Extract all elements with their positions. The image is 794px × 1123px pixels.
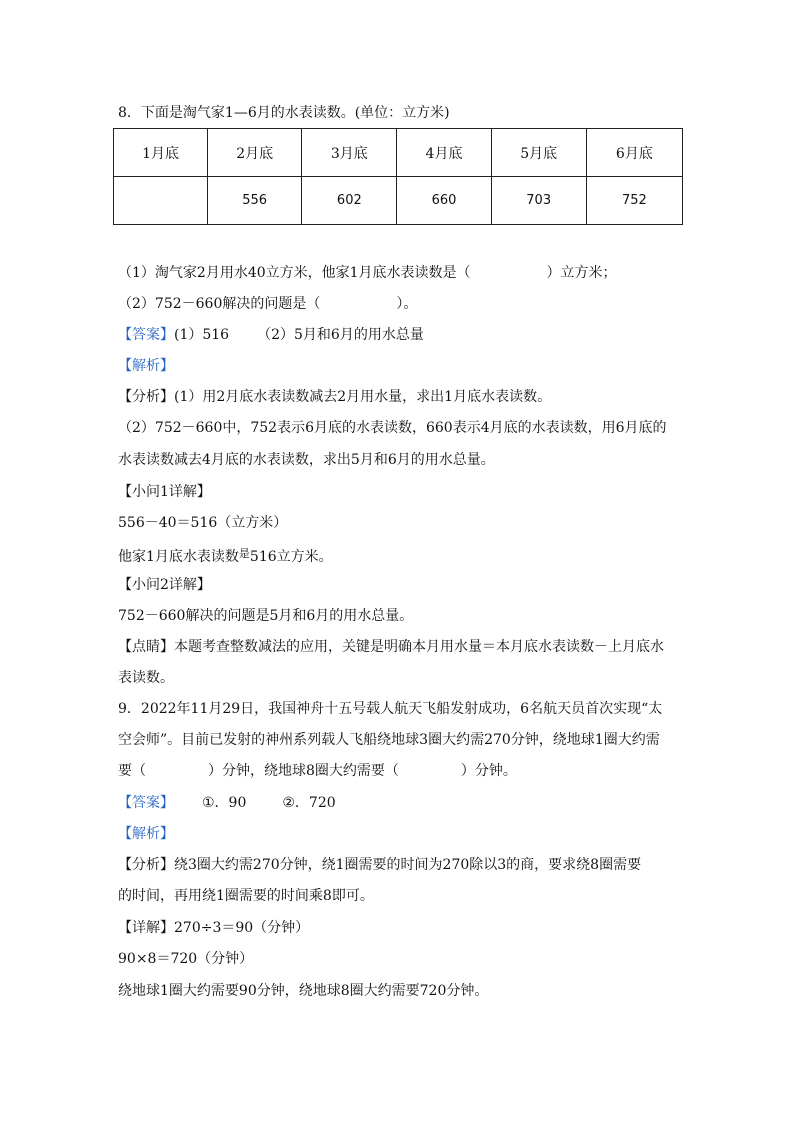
fenxi-text: (1）用2月底水表读数减去2月用水量，求出1月底水表读数。 [174, 389, 552, 405]
q8-analysis-tag: 【解析】 [118, 358, 174, 374]
detail1-answer-sup: 是 [238, 547, 250, 560]
q8-detail1-tag: 【小问1详解】 [118, 484, 211, 500]
q9-detail-calc-2: 90×8＝720（分钟） [118, 951, 254, 967]
value-cell-apr: 660 [397, 177, 491, 225]
q8-sub2-text-a: （2）752－660解决的问题是（ [118, 296, 321, 312]
q9-stem-a: 9．2022年11月29日，我国神舟十五号载人航天飞船发射成功，6名航天员首次实现“太 [118, 701, 663, 717]
header-cell-apr: 4月底 [397, 129, 491, 177]
q9-answer [118, 793, 336, 813]
table-header-row [114, 129, 683, 177]
detail1-answer-b: 516立方米。 [249, 549, 333, 565]
q8-detail1-calc: 556－40＝516（立方米） [118, 515, 288, 531]
water-meter-table [113, 128, 683, 225]
q9-answer-2: ②．720 [282, 795, 336, 811]
q8-sub2 [118, 294, 417, 314]
q9-stem-c3: ）分钟。 [460, 763, 517, 779]
fenxi-tag: 【分析】 [118, 389, 174, 405]
value-cell-feb: 556 [208, 177, 302, 225]
header-cell-mar: 3月底 [302, 129, 397, 177]
answer-tag: 【答案】 [118, 795, 174, 811]
header-cell-jun: 6月底 [586, 129, 682, 177]
header-cell-may: 5月底 [491, 129, 586, 177]
value-cell-jan [114, 177, 208, 225]
q8-dianjing-b: 表读数。 [118, 670, 174, 686]
value-cell-jun: 752 [586, 177, 682, 225]
detail1-answer-a: 他家1月底水表读数 [118, 549, 239, 565]
dianjing-tag: 【点睛】 [118, 639, 174, 655]
q8-detail2-text: 752－660解决的问题是5月和6月的用水总量。 [118, 608, 414, 624]
q8-dianjing [118, 637, 664, 657]
q9-stem-c [118, 761, 517, 781]
q9-analysis-tag: 【解析】 [118, 826, 174, 842]
value-cell-may: 703 [491, 177, 586, 225]
q9-stem-c2: ）分钟，绕地球8圈大约需要（ [208, 763, 399, 779]
q8-fenxi-1 [118, 387, 551, 407]
q9-stem-c1: 要（ [118, 763, 146, 779]
q9-fenxi-a [118, 855, 641, 875]
q9-stem-b: 空会师”。目前已发射的神州系列载人飞船绕地球3圈大约需270分钟，绕地球1圈大约需 [118, 732, 660, 748]
q8-sub1-text-b: ）立方米； [546, 265, 617, 281]
detail-tag: 【详解】 [118, 920, 174, 936]
q9-fenxi-b: 的时间，再用绕1圈需要的时间乘8即可。 [118, 888, 374, 904]
fenxi-tag: 【分析】 [118, 857, 174, 873]
answer-tag: 【答案】 [118, 327, 174, 343]
q8-answer-2: （2）5月和6月的用水总量 [257, 327, 424, 343]
q9-detail [118, 918, 309, 938]
q8-detail2-tag: 【小问2详解】 [118, 577, 211, 593]
detail-calc-1: 270÷3＝90（分钟） [174, 920, 310, 936]
q9-detail-answer: 绕地球1圈大约需要90分钟，绕地球8圈大约需要720分钟。 [118, 983, 489, 999]
q8-fenxi-2a: （2）752－660中，752表示6月底的水表读数，660表示4月底的水表读数，用6月底的 [118, 420, 667, 436]
q8-answer [118, 325, 424, 345]
q8-answer-1: (1）516 [174, 327, 230, 343]
header-cell-jan: 1月底 [114, 129, 208, 177]
q8-sub2-text-b: ）。 [396, 296, 418, 312]
table-value-row [114, 177, 683, 225]
fenxi-text: 绕3圈大约需270分钟，绕1圈需要的时间为270除以3的商，要求绕8圈需要 [174, 857, 642, 873]
value-cell-mar: 602 [302, 177, 397, 225]
q8-sub1-text-a: （1）淘气家2月用水40立方米，他家1月底水表读数是（ [118, 265, 471, 281]
dianjing-text: 本题考查整数减法的应用，关键是明确本月用水量＝本月底水表读数－上月底水 [174, 639, 664, 655]
q8-detail1-answer [118, 544, 333, 567]
q8-fenxi-2b: 水表读数减去4月底的水表读数，求出5月和6月的用水总量。 [118, 452, 495, 468]
header-cell-feb: 2月底 [208, 129, 302, 177]
q9-answer-1: ①．90 [202, 795, 247, 811]
q8-stem: 8．下面是淘气家1—6月的水表读数。(单位：立方米) [118, 105, 450, 121]
q8-sub1 [118, 263, 617, 283]
